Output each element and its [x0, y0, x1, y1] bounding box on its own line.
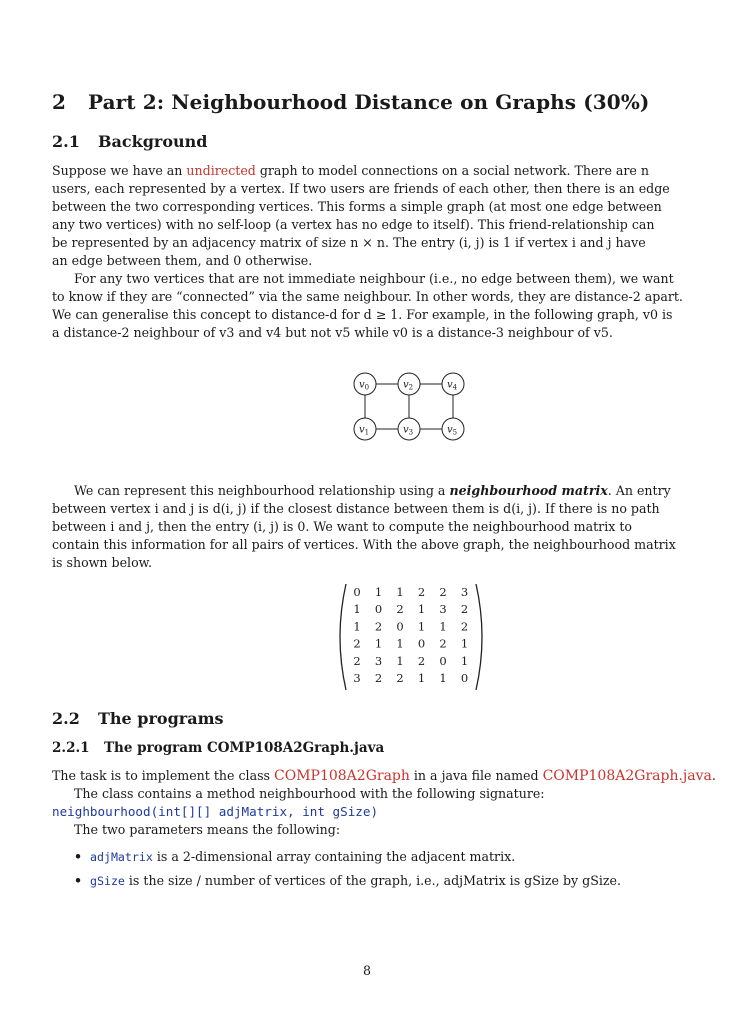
programs-number: 2.2: [52, 709, 80, 728]
p2-line-2: We can generalise this concept to distance-d for d ≥ 1. For example, in the following graph, v0 is: [52, 307, 673, 322]
parameter-list: [74, 848, 674, 896]
task-line: [52, 767, 716, 785]
matrix-cell: 2: [374, 619, 383, 634]
matrix-cell: 1: [353, 619, 361, 634]
params-intro: The two parameters means the following:: [74, 822, 341, 837]
list-item: [74, 872, 674, 896]
p1-line-5: an edge between them, and 0 otherwise.: [52, 253, 313, 268]
background-title: Background: [98, 132, 208, 151]
p3-line-3: contain this information for all pairs of vertices. With the above graph, the neighbourhood matrix: [52, 537, 676, 552]
p1-line-3: any two vertices) with no self-loop (a vertex has no edge to itself). This friend-relationship can: [52, 217, 655, 232]
section-heading: [52, 90, 650, 114]
graph-diagram: [342, 366, 482, 446]
matrix-cell: 1: [396, 636, 404, 651]
task-mid: in a java file named: [409, 768, 543, 783]
param-adjmatrix-desc: is a 2-dimensional array containing the adjacent matrix.: [152, 849, 516, 864]
matrix-right-paren: [476, 584, 482, 690]
neighbourhood-matrix-term: neighbourhood matrix: [449, 483, 608, 498]
param-adjmatrix: adjMatrix: [90, 850, 153, 864]
background-number: 2.1: [52, 132, 80, 151]
matrix-cell: 2: [439, 585, 447, 599]
matrix-cell: 1: [417, 619, 426, 634]
matrix-cell: 3: [353, 671, 361, 685]
vertex-label-v2: $v_2$: [402, 379, 414, 392]
matrix-cell: 1: [439, 671, 447, 685]
matrix-cell: 1: [417, 671, 426, 685]
neighbourhood-matrix: [336, 582, 486, 692]
program-sub-number: 2.2.1: [52, 740, 90, 756]
matrix-cell: 0: [374, 602, 383, 617]
matrix-cell: 2: [353, 636, 361, 651]
list-item: [74, 848, 674, 872]
class-name-highlight: COMP108A2Graph: [274, 768, 410, 784]
matrix-cell: 3: [439, 602, 447, 617]
p1-line-4: be represented by an adjacency matrix of size n × n. The entry (i, j) is 1 if vertex i and j have: [52, 235, 646, 250]
bullet-icon: •: [74, 849, 83, 864]
programs-title: The programs: [98, 709, 224, 728]
p2-line-1: to know if they are “connected” via the same neighbour. In other words, they are distance-2 apart.: [52, 289, 683, 304]
param-gsize: gSize: [90, 874, 125, 888]
section-number: 2: [52, 90, 67, 114]
matrix-cell: 0: [353, 585, 361, 599]
matrix-cell: 2: [460, 602, 469, 617]
matrix-cell: 3: [460, 585, 469, 599]
vertex-label-v1: $v_1$: [358, 424, 370, 437]
param-gsize-desc: is the size / number of vertices of the graph, i.e., adjMatrix is gSize by gSize.: [124, 873, 621, 888]
task-pre: The task is to implement the class: [52, 768, 275, 783]
matrix-cell: 1: [460, 636, 469, 651]
matrix-cell: 1: [439, 619, 447, 634]
matrix-cell: 3: [374, 653, 383, 668]
p3-line-4: is shown below.: [52, 555, 152, 570]
p1-line-0: [52, 162, 670, 180]
file-name-highlight: COMP108A2Graph.java: [542, 768, 712, 784]
method-signature: neighbourhood(int[][] adjMatrix, int gSize): [52, 804, 379, 819]
vertex-label-v4: $v_4$: [446, 379, 458, 392]
vertex-label-v5: $v_5$: [446, 424, 458, 437]
matrix-cell: 0: [439, 653, 447, 668]
matrix-cell: 2: [460, 619, 469, 634]
matrix-cell: 1: [396, 653, 404, 668]
matrix-cell: 1: [417, 602, 426, 617]
task-post: .: [711, 768, 716, 783]
matrix-cell: 2: [353, 653, 361, 668]
p1-line-2: between the two corresponding vertices. This forms a simple graph (at most one edge between: [52, 199, 662, 214]
p1-line-0-pre: Suppose we have an: [52, 163, 187, 178]
matrix-cell: 2: [374, 671, 383, 685]
p1-line-1: users, each represented by a vertex. If two users are friends of each other, then there is an edge: [52, 181, 670, 196]
matrix-cell: 1: [374, 636, 383, 651]
matrix-cell: 0: [417, 636, 426, 651]
bullet-icon: •: [74, 873, 83, 888]
p3-line-0: [52, 482, 670, 500]
matrix-cell: 2: [417, 585, 426, 599]
matrix-cell: 1: [460, 653, 469, 668]
page-number: 8: [362, 963, 371, 978]
p2-line-3: a distance-2 neighbour of v3 and v4 but not v5 while v0 is a distance-3 neighbour of v5.: [52, 325, 613, 340]
p1-line-0-post: graph to model connections on a social network. There are n: [255, 163, 649, 178]
matrix-cell: 2: [396, 671, 404, 685]
matrix-cell: 1: [374, 585, 383, 599]
p3-line-1: between vertex i and j is d(i, j) if the closest distance between them is d(i, j). If there is no path: [52, 501, 660, 516]
matrix-cell: 2: [439, 636, 447, 651]
background-heading: [52, 132, 207, 151]
programs-heading: [52, 709, 224, 728]
p2-line-0: For any two vertices that are not immediate neighbour (i.e., no edge between them), we want: [74, 271, 674, 286]
matrix-cell: 0: [460, 671, 469, 685]
matrix-cell: 2: [417, 653, 426, 668]
matrix-cell: 0: [396, 619, 404, 634]
vertex-label-v0: $v_0$: [358, 379, 370, 392]
matrix-cell: 2: [396, 602, 404, 617]
method-line: The class contains a method neighbourhood with the following signature:: [74, 786, 545, 801]
undirected-highlight: undirected: [186, 163, 256, 178]
p3-line-0-post: . An entry: [607, 483, 671, 498]
p3-line-2: between i and j, then the entry (i, j) is 0. We want to compute the neighbourhood matrix to: [52, 519, 632, 534]
matrix-cell: 1: [353, 602, 361, 617]
program-sub-title: The program COMP108A2Graph.java: [104, 740, 385, 756]
vertex-label-v3: $v_3$: [402, 424, 414, 437]
matrix-cell: 1: [396, 585, 404, 599]
section-title: Part 2: Neighbourhood Distance on Graphs (30%): [88, 90, 650, 114]
program-subheading: [52, 740, 384, 756]
p3-line-0-pre: We can represent this neighbourhood relationship using a: [74, 483, 450, 498]
matrix-left-paren: [340, 584, 346, 690]
